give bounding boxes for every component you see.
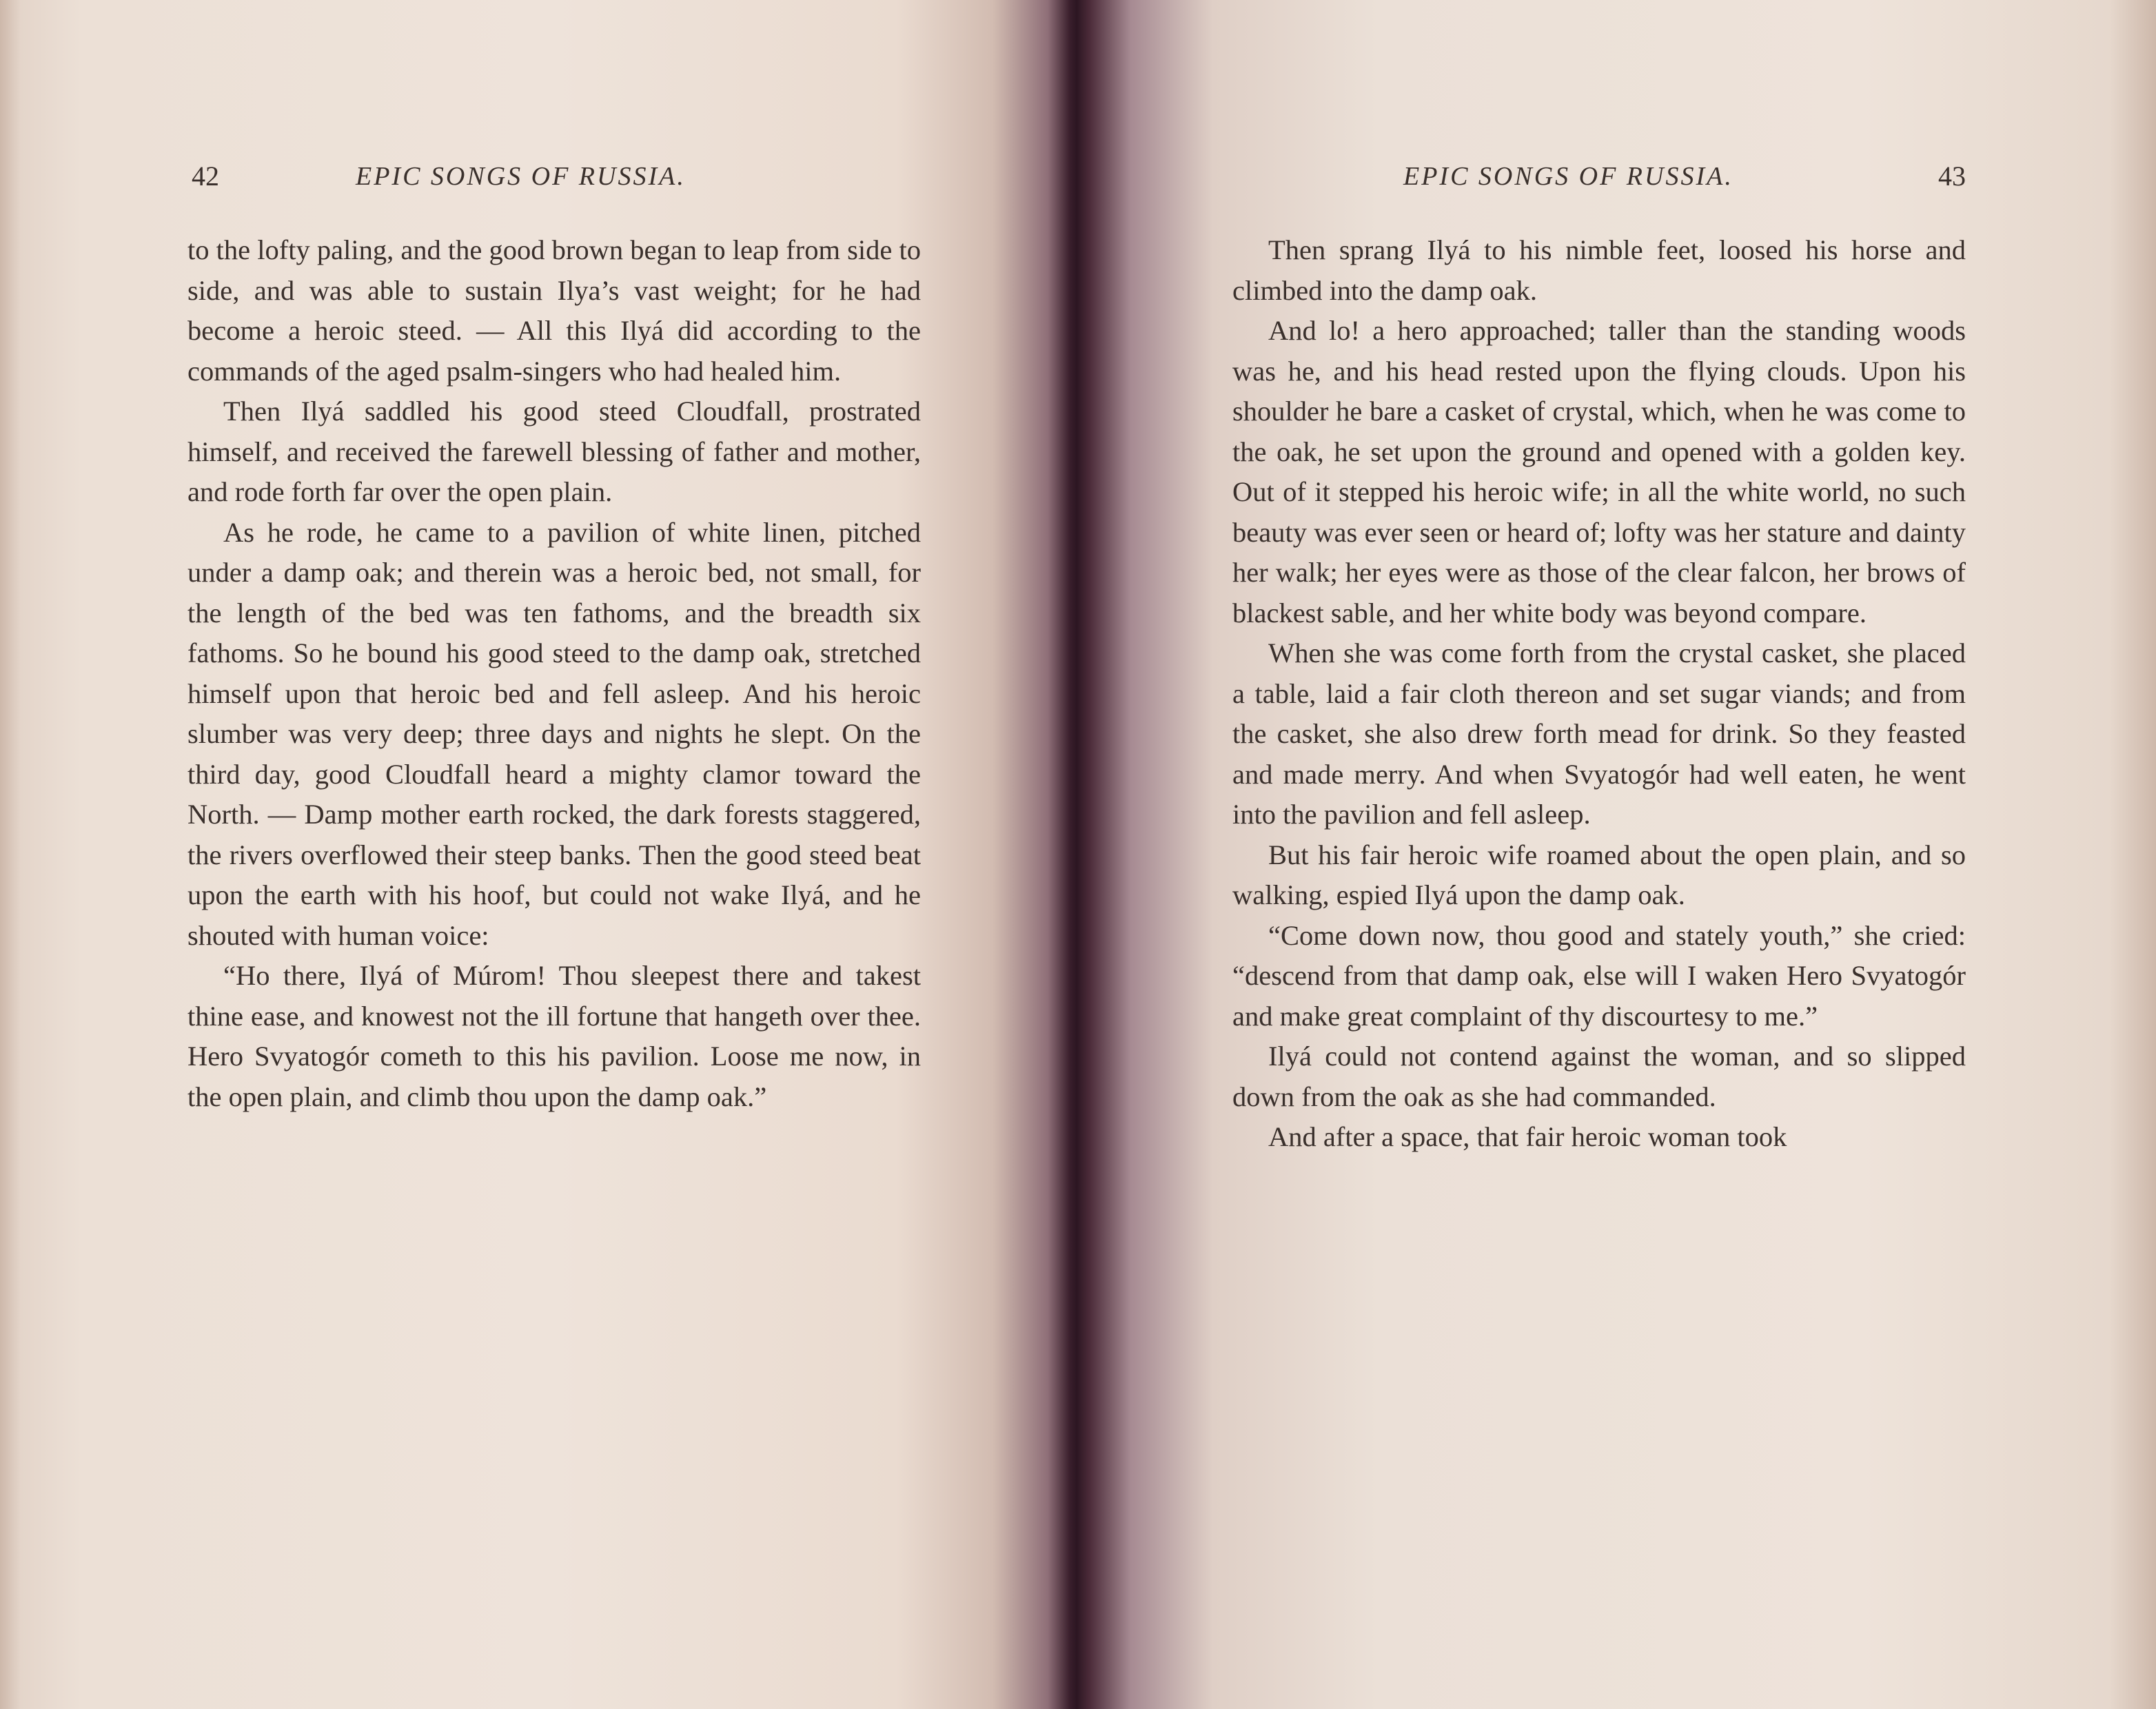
left-page xyxy=(0,0,1034,1709)
page-number-right: 43 xyxy=(1938,161,1966,192)
body-text-right xyxy=(1232,230,1966,1158)
paragraph: But his fair heroic wife roamed about the open plain, and so walking, espied Ilyá upon the damp oak. xyxy=(1232,839,1966,910)
paragraph: Then sprang Ilyá to his nimble feet, loosed his horse and climbed into the damp oak. xyxy=(1232,234,1966,306)
paragraph: As he rode, he came to a pavilion of white linen, pitched under a damp oak; and therein was a heroic bed, not small, for the length of the bed was ten fathoms, and the breadth six fathoms. So he bound his good steed to the damp oak, stretched himself upon that heroic bed and fell asleep. And his heroic slumber was very deep; three days and nights he slept. On the third day, good Cloudfall heard a mighty clamor toward the North. — Damp mother earth rocked, the dark forests staggered, the rivers overflowed their steep banks. Then the good steed beat upon the earth with his hoof, but could not wake Ilyá, and he shouted with human voice: xyxy=(187,516,921,951)
right-page xyxy=(1122,0,2156,1709)
running-head-left xyxy=(192,156,922,197)
paragraph: When she was come forth from the crystal casket, she placed a table, laid a fair cloth thereon and set sugar viands; and from the casket, she also drew forth mead for drink. So they feasted and made merry. And when Svyatogór had well eaten, he went into the pavilion and fell asleep. xyxy=(1232,637,1966,830)
paragraph: Then Ilyá saddled his good steed Cloudfall, prostrated himself, and received the farewell blessing of father and mother, and rode forth far over the open plain. xyxy=(187,396,921,507)
paragraph: And after a space, that fair heroic woman took xyxy=(1268,1121,1787,1152)
running-head-right xyxy=(1235,156,1966,197)
paragraph: And lo! a hero approached; taller than the standing woods was he, and his head rested upon the flying clouds. Upon his shoulder he bare a casket of crystal, which, when he was come to the oak, he set upon the ground and opened with a golden key. Out of it stepped his heroic wife; in all the white world, no such beauty was ever seen or heard of; lofty was her stature and dainty her walk; her eyes were as those of the clear falcon, her brows of blackest sable, and her white body was beyond compare. xyxy=(1232,315,1966,628)
paragraph: Ilyá could not contend against the woman, and so slipped down from the oak as she had commanded. xyxy=(1232,1041,1966,1112)
paragraph: to the lofty paling, and the good brown began to leap from side to side, and was able to sustain Ilya’s vast weight; for he had become a heroic steed. — All this Ilyá did according to the commands of the aged psalm-singers who had healed him. xyxy=(187,234,922,387)
running-title-left: EPIC SONGS OF RUSSIA. xyxy=(356,162,686,191)
paragraph: “Come down now, thou good and stately youth,” she cried: “descend from that damp oak, else will I waken Hero Svyatogór and make great complaint of thy discourtesy to me.” xyxy=(1232,919,1966,1032)
paragraph: “Ho there, Ilyá of Múrom! Thou sleepest there and takest thine ease, and knowest not the ill fortune that hangeth over thee. Hero Svyatogór cometh to this his pavilion. Loose me now, in the open plain, and climb thou upon the damp oak.” xyxy=(187,960,921,1112)
body-text-left xyxy=(187,230,921,1117)
page-number-left: 42 xyxy=(192,161,219,192)
running-title-right: EPIC SONGS OF RUSSIA. xyxy=(1403,162,1733,191)
